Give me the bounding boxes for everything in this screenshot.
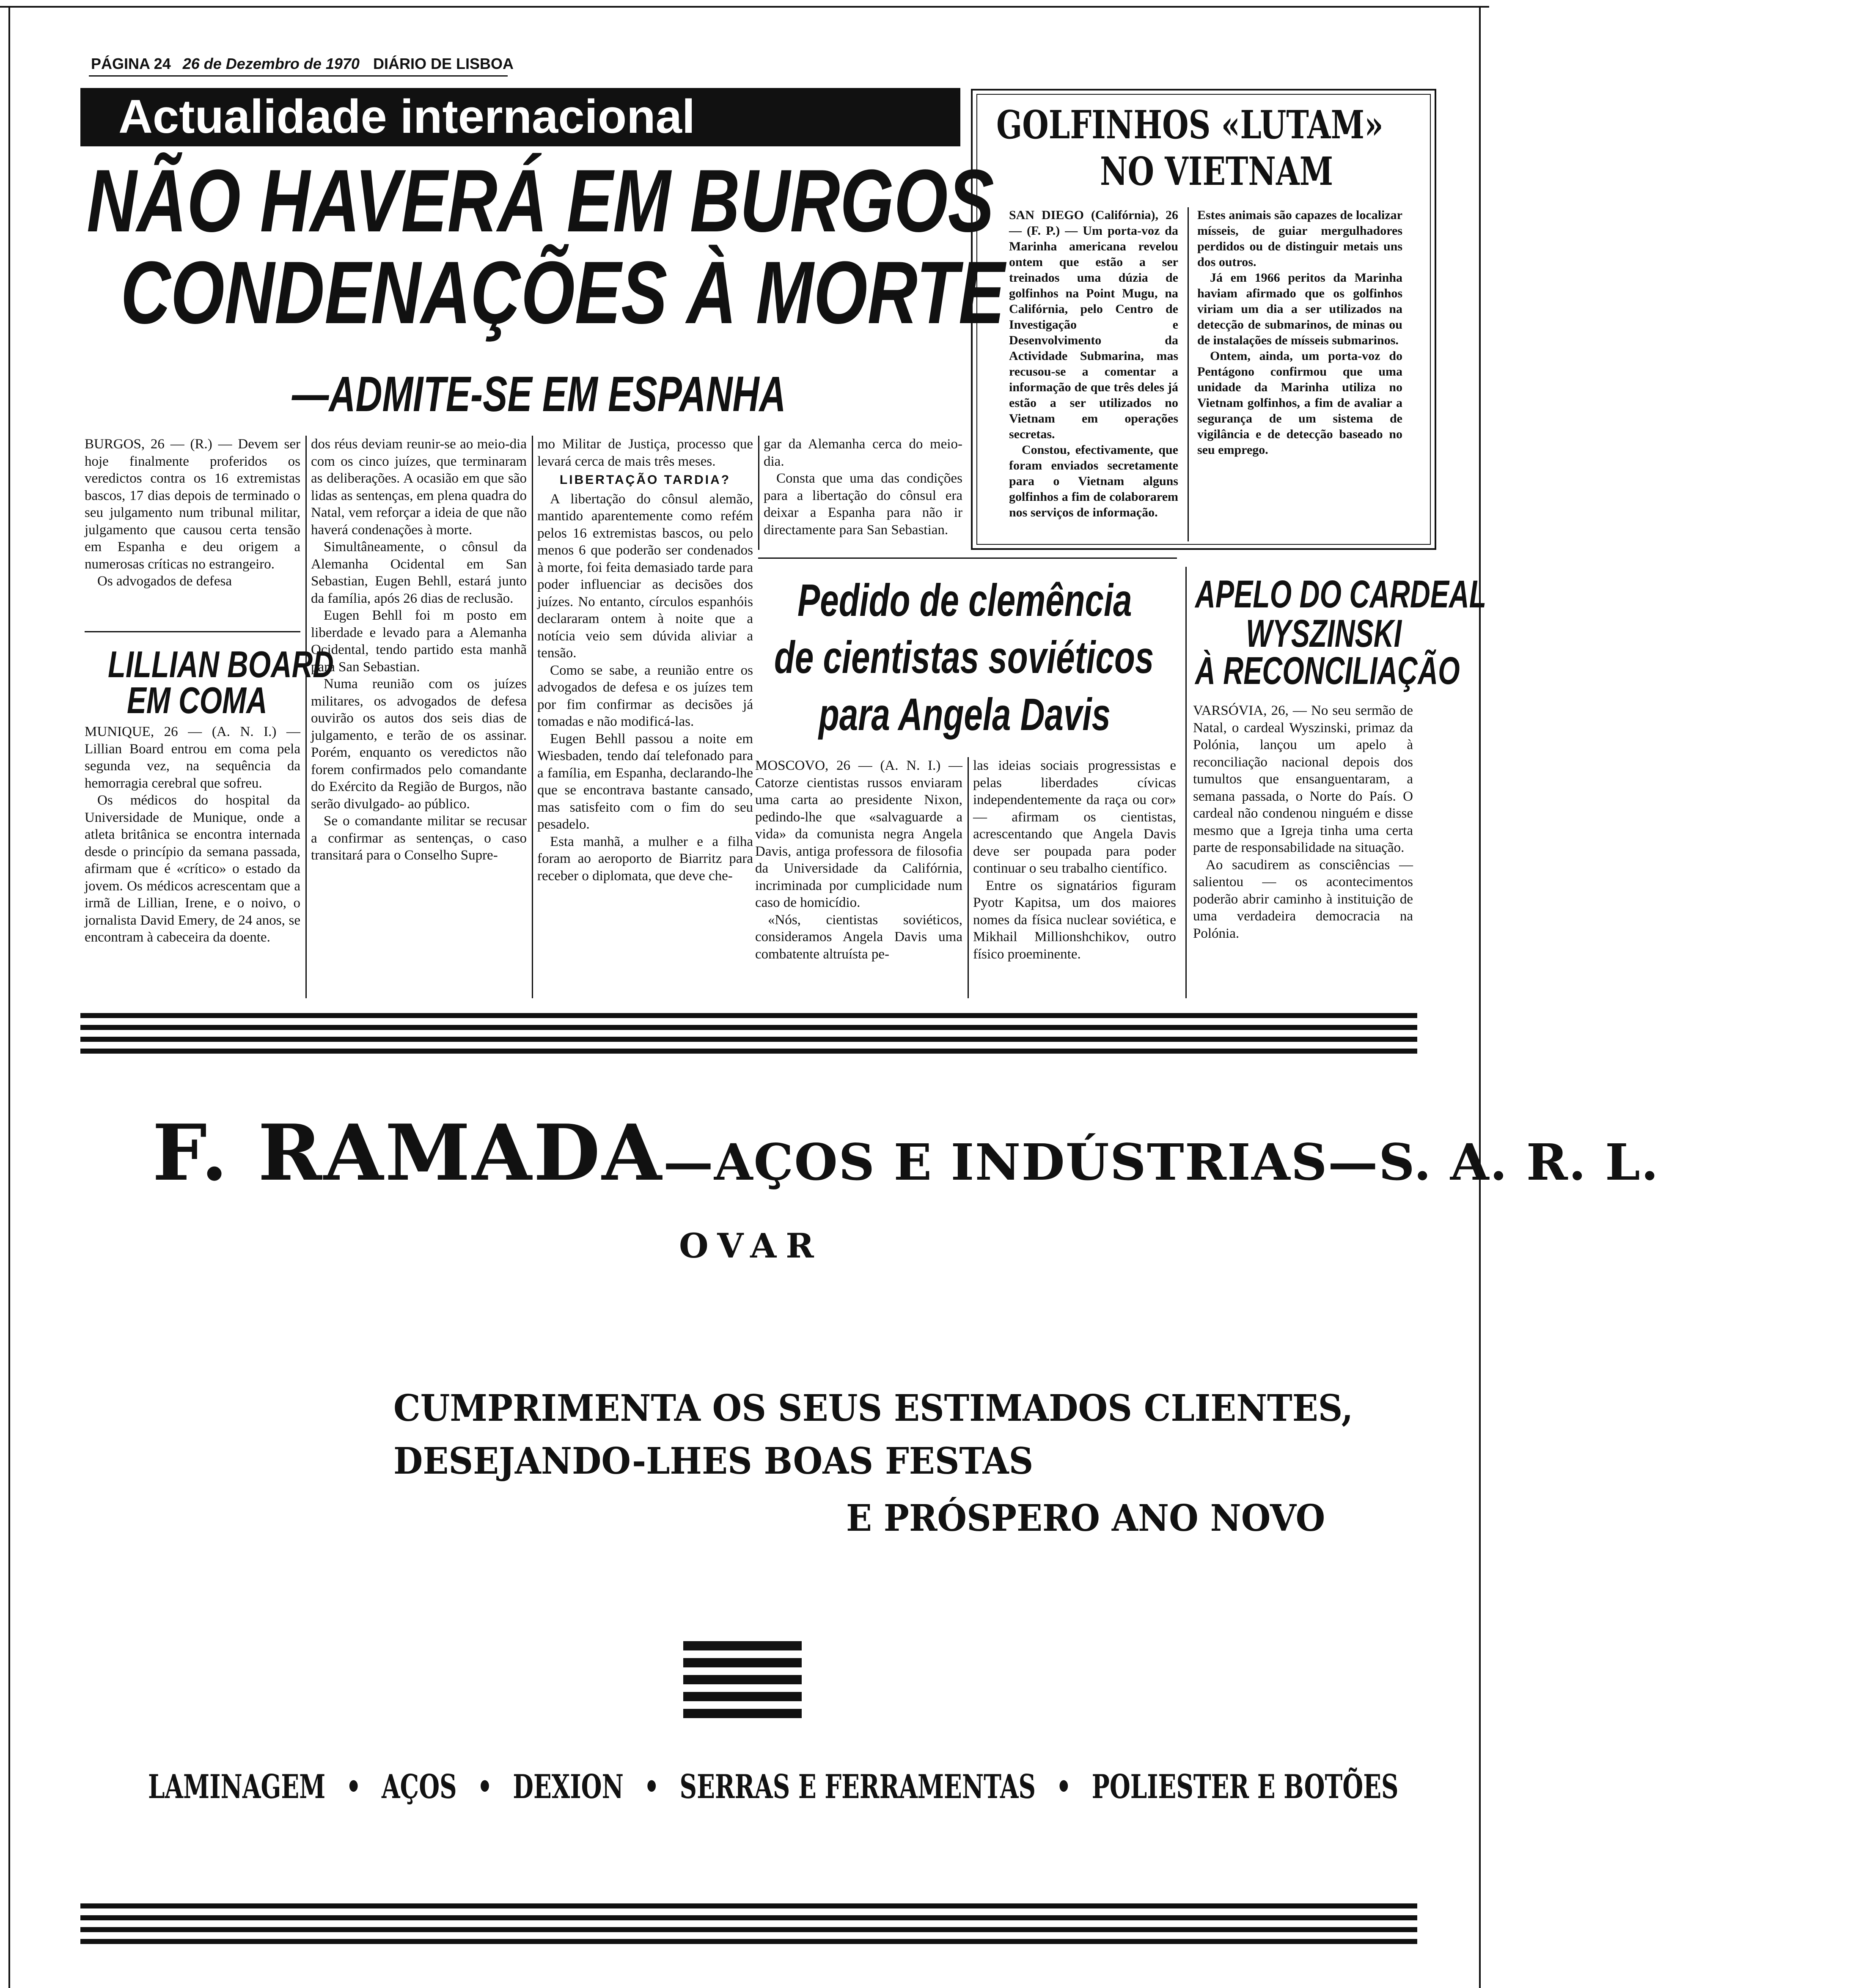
paragraph: Ao sacudirem as consciências — salientou — os acontecimentos poderão abrir caminho à instituição de uma verdadeira democracia na Polónia. <box>1193 857 1413 941</box>
paragraph: gar da Alemanha cerca do meio-dia. <box>764 437 962 469</box>
golfinhos-col1 <box>1009 207 1178 541</box>
subheading-libertacao: LIBERTAÇÃO TARDIA? <box>559 473 731 487</box>
ad-brand <box>152 1107 1659 1205</box>
paragraph: mo Militar de Justiça, processo que levará cerca de mais três meses. <box>537 437 753 469</box>
section-banner-text: Actualidade internacional <box>118 90 695 143</box>
product-acos: AÇOS <box>381 1768 457 1806</box>
bullet-icon: • <box>477 1768 492 1806</box>
lillian-headline-line1: LILLIAN BOARD <box>108 643 334 685</box>
paragraph: Eugen Behll passou a noite em Wiesbaden, tendo daí telefonado para a família, em Espanha, declarando-lhe que se encontrava bastante cansado, mas satisfeito com o fim do seu pesadelo. <box>537 731 753 832</box>
paragraph: Se o comandante militar se recusar a confirmar as sentenças, o caso transitará para o Conselho Supre- <box>311 813 527 863</box>
column-rule <box>758 436 759 550</box>
paragraph: Já em 1966 peritos da Marinha haviam afirmado que os golfinhos viriam um dia a ser utilizados na detecção de submarinos, de minas ou de instalações de mísseis submarinos. <box>1197 271 1402 347</box>
main-subheadline: —ADMITE-SE EM ESPANHA <box>292 366 786 422</box>
golfinhos-headline-line2: NO VIETNAM <box>1100 148 1333 194</box>
paragraph: Eugen Behll foi m posto em liberdade e levado para a Alemanha Ocidental, tendo partido esta manhã para San Sebastian. <box>311 608 527 675</box>
ad-city: OVAR <box>679 1226 823 1266</box>
page-border-top <box>0 6 1489 8</box>
golfinhos-col2 <box>1197 207 1402 541</box>
paragraph: Ontem, ainda, um porta-voz do Pentágono confirmou que uma unidade da Marinha utiliza no Vietnam golfinhos, a fim de avaliar a segurança de um sistema de vigilância e de detecção baseado no seu emprego. <box>1197 349 1402 457</box>
ad-greeting-line1: CUMPRIMENTA OS SEUS ESTIMADOS CLIENTES, <box>393 1387 1353 1430</box>
product-laminagem: LAMINAGEM <box>148 1768 326 1806</box>
bullet-icon: • <box>644 1768 660 1806</box>
cardeal-headline-line2: WYSZINSKI <box>1246 612 1402 655</box>
header-date: 26 de Dezembro de 1970 <box>182 55 360 72</box>
lillian-body <box>85 723 300 998</box>
lillian-top-rule <box>85 631 300 632</box>
bullet-icon: • <box>346 1768 361 1806</box>
paragraph: Constou, efectivamente, que foram enviados secretamente para o Vietnam alguns golfinhos a fim de colaborarem nos serviços de informação. <box>1009 443 1178 519</box>
cardeal-headline-line1: APELO DO CARDEAL <box>1195 573 1487 616</box>
ad-greeting-line2: DESEJANDO-LHES BOAS FESTAS <box>393 1440 1034 1483</box>
bullet-icon: • <box>1056 1768 1072 1806</box>
paragraph: SAN DIEGO (Califórnia), 26 — (F. P.) — Um porta-voz da Marinha americana revelou ontem que estão a ser treinados uma dúzia de golfinhos na Point Mugu, na Califórnia, pelo Centro de Investigação e Desenvolvimento da Actividade Submarina, mas recusou-se a comentar a informação de que três deles já estão a ser utilizados no Vietnam em operações secretas. <box>1009 208 1178 441</box>
paragraph: «Nós, cientistas soviéticos, consideramos Angela Davis uma combatente altruísta pe- <box>755 912 962 962</box>
clemencia-col1 <box>755 757 962 998</box>
ad-top-stripes <box>80 1013 1417 1060</box>
product-dexion: DEXION <box>513 1768 624 1806</box>
paragraph: A libertação do cônsul alemão, mantido aparentemente como refém pelos 16 extremistas bascos, ou pelo menos 6 que poderão ser condenados à morte, foi feita demasiado tarde para poder influenciar as decisões dos juízes. No entanto, círculos espanhóis declararam ontem à noite que a notícia veio sem dúvida aliviar a tensão. <box>537 491 753 661</box>
paragraph: Os advogados de defesa <box>97 574 232 589</box>
paragraph: Simultâneamente, o cônsul da Alemanha Ocidental em San Sebastian, Eugen Behll, estará junto da família, após 26 dias de reclusão. <box>311 539 527 606</box>
paragraph: las ideias sociais progressistas e pelas liberdades cívicas independentemente da raça ou cor» — afirmam os cientistas, acrescentando que Angela Davis deve ser poupada para poder continuar o seu trabalho científico. <box>973 758 1176 876</box>
paragraph: Como se sabe, a reunião entre os advogados de defesa e os juízes tem por fim confirmar as decisões já tomadas e não modificá-las. <box>537 662 753 729</box>
paragraph: Consta que uma das condições para a libertação do cônsul era deixar a Espanha para não ir directamente para San Sebastian. <box>764 471 962 538</box>
paragraph: VARSÓVIA, 26, — No seu sermão de Natal, o cardeal Wyszinski, primaz da Polónia, lançou um apelo à reconciliação nacional depois dos tumultos que ensanguentaram, a semana passada, o Norte do País. O cardeal não condenou ninguém e disse mesmo que a Igreja tinha uma certa parte de responsabilidade na situação. <box>1193 703 1413 855</box>
paragraph: MUNIQUE, 26 — (A. N. I.) — Lillian Board entrou em coma pela segunda vez, na sequência da hemorragia cerebral que sofreu. <box>85 724 300 791</box>
column-rule <box>1188 207 1189 541</box>
clemencia-col2 <box>973 757 1176 998</box>
page-border-right <box>1479 6 1481 1988</box>
main-story-col2 <box>311 436 527 998</box>
main-story-col3 <box>537 436 753 998</box>
column-rule <box>532 436 533 998</box>
ad-brand-rest: —AÇOS E INDÚSTRIAS—S. A. R. L. <box>663 1133 1659 1192</box>
running-header <box>91 55 514 73</box>
main-headline-line1: NÃO HAVERÁ EM BURGOS <box>87 151 994 250</box>
page-number: PÁGINA 24 <box>91 55 171 72</box>
column-rule <box>1185 567 1187 998</box>
cardeal-body <box>1193 702 1413 998</box>
ad-product-line <box>148 1764 1399 1810</box>
newspaper-name: DIÁRIO DE LISBOA <box>373 55 514 72</box>
golfinhos-headline-line1: GOLFINHOS «LUTAM» <box>996 102 1383 148</box>
ad-greeting-line3: E PRÓSPERO ANO NOVO <box>846 1497 1325 1540</box>
clemencia-headline-line3: para Angela Davis <box>819 689 1111 740</box>
paragraph: Numa reunião com os juízes militares, os advogados de defesa ouvirão os autos dos seis dias de julgamento, e terão de os assinar. Porém, enquanto os veredictos não forem confirmados pelo comandante do Exército da Região de Burgos, não serão divulgado- ao público. <box>311 676 527 812</box>
paragraph: Os médicos do hospital da Universidade de Munique, onde a atleta britânica se encontra internada desde o princípio da semana passada, afirmam que é «crítico» o estado da jovem. Os médicos acrescentam que a irmã de Lillian, Irene, e o noivo, o jornalista David Emery, de 24 anos, se encontram à cabeceira da doente. <box>85 793 300 945</box>
paragraph: BURGOS, 26 — (R.) — Devem ser hoje finalmente proferidos os veredictos contra os 16 extremistas bascos, 17 dias depois de terminado o seu julgamento num tribunal militar, julgamento que causou certa tensão em Espanha e deu origem a numerosas críticas no estrangeiro. <box>85 437 300 572</box>
paragraph: Entre os signatários figuram Pyotr Kapitsa, um dos maiores nomes da física nuclear soviética, e Mikhail Millionshchikov, outro físico proeminente. <box>973 878 1176 962</box>
ad-emblem <box>683 1641 802 1734</box>
clemencia-top-rule <box>758 557 1177 559</box>
paragraph: Estes animais são capazes de localizar mísseis, de guiar mergulhadores perdidos ou de distinguir metais uns dos outros. <box>1197 208 1402 269</box>
main-story-col1 <box>85 436 300 626</box>
column-rule <box>968 757 969 998</box>
clemencia-headline-line1: Pedido de clemência <box>797 574 1132 626</box>
paragraph: MOSCOVO, 26 — (A. N. I.) — Catorze cientistas russos enviaram uma carta ao presidente Nixon, pedindo-lhe que «salvaguarde a vida» da comunista negra Angela Davis, antiga professora de filosofia da Universidade da Califórnia, incriminada por cumplicidade num caso de homicídio. <box>755 758 962 910</box>
section-banner <box>80 88 960 146</box>
product-serras: SERRAS E FERRAMENTAS <box>679 1768 1036 1806</box>
ad-brand-name: F. RAMADA <box>152 1107 663 1198</box>
cardeal-headline-line3: À RECONCILIAÇÃO <box>1195 649 1460 692</box>
main-story-col4 <box>764 436 962 550</box>
main-headline-line2: CONDENAÇÕES À MORTE <box>121 243 1005 342</box>
product-poliester: POLIESTER E BOTÕES <box>1091 1768 1399 1806</box>
ad-bottom-stripes <box>80 1903 1417 1950</box>
paragraph: Esta manhã, a mulher e a filha foram ao aeroporto de Biarritz para receber o diplomata, que deve che- <box>537 834 753 884</box>
paragraph: dos réus deviam reunir-se ao meio-dia com os cinco juízes, que terminaram as deliberações. A ocasião em que são lidas as sentenças, em plena quadra do Natal, vem reforçar a ideia de que não haverá condenações à morte. <box>311 437 527 538</box>
column-rule <box>305 436 307 998</box>
page-border-left <box>8 6 10 1988</box>
lillian-headline-line2: EM COMA <box>127 679 267 721</box>
header-rule <box>89 75 508 77</box>
clemencia-headline-line2: de cientistas soviéticos <box>774 632 1154 683</box>
